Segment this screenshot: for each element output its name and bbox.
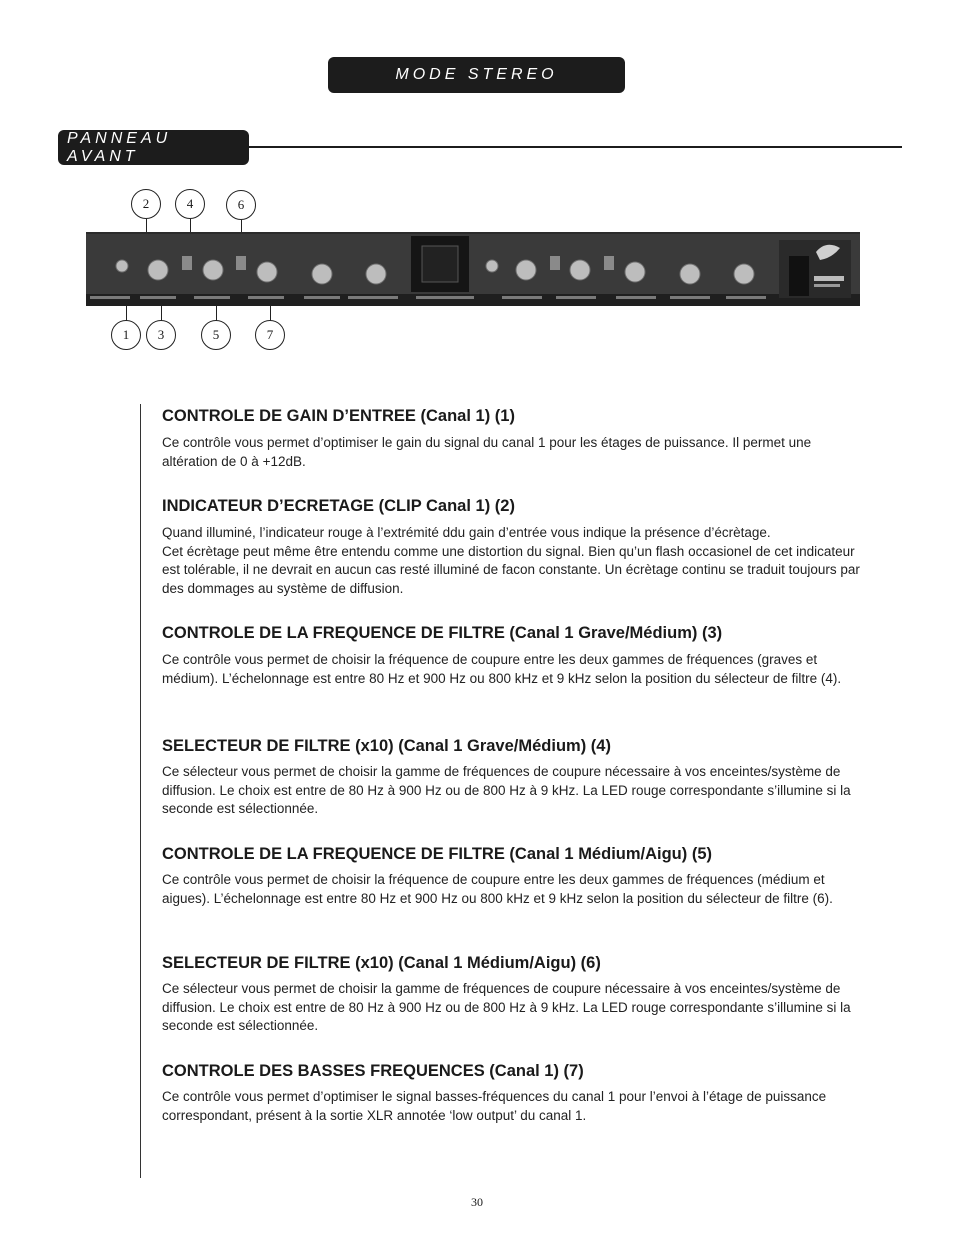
section-paragraph: Ce contrôle vous permet d’optimiser le gain du signal du canal 1 pour les étages de puissance. Il permet une altération de 0 à +12dB. [162,435,812,469]
callout-2: 2 [131,189,161,219]
callout-1: 1 [111,320,141,350]
front-panel-image [86,232,860,306]
page-number: 30 [471,1195,483,1209]
section-body [162,434,868,471]
section-heading: CONTROLE DE LA FREQUENCE DE FILTRE (Canal 1 Grave/Médium) (3) [162,624,723,642]
section-title-banner [58,130,249,165]
callout-4: 4 [175,189,205,219]
section-heading: SELECTEUR DE FILTRE (x10) (Canal 1 Grave/Médium) (4) [162,737,611,755]
section-heading: INDICATEUR D’ECRETAGE (CLIP Canal 1) (2) [162,497,515,515]
section-paragraph: Ce contrôle vous permet de choisir la fréquence de coupure entre les deux gammes de fréquences (médium et aigues). L’échelonnage est entre 80 Hz et 900 Hz ou 800 kHz et 9 kHz selon la position du sélecteur de filtre (6). [162,872,833,906]
section-paragraph: Ce sélecteur vous permet de choisir la gamme de fréquences de coupure nécessaire à vos enceintes/système de diffusion. Le choix est entre de 80 Hz à 900 Hz ou de 800 Hz à 9 kHz. La LED rouge correspondante s’illumine si la seconde est sélectionnée. [162,981,851,1034]
callout-5: 5 [201,320,231,350]
section-body [162,763,868,819]
section-paragraph: Ce sélecteur vous permet de choisir la gamme de fréquences de coupure nécessaire à vos enceintes/système de diffusion. Le choix est entre de 80 Hz à 900 Hz ou de 800 Hz à 9 kHz. La LED rouge correspondante s’illumine si la seconde est sélectionnée. [162,764,851,817]
section-heading: CONTROLE DE LA FREQUENCE DE FILTRE (Canal 1 Médium/Aigu) (5) [162,845,713,863]
section-paragraph: Quand illuminé, l’indicateur rouge à l’extrémité ddu gain d’entrée vous indique la présence d’écrètage. [162,525,771,540]
section-body [162,524,868,598]
section-paragraph: Ce contrôle vous permet d’optimiser le signal basses-fréquences du canal 1 pour l’envoi à l’étage de puissance correspondant, présent à la sortie XLR annotée ‘low output’ du canal 1. [162,1089,827,1123]
mode-title: MODE STEREO [395,66,558,83]
content-margin-rule [140,404,141,1178]
section-body [162,980,868,1036]
callout-3: 3 [146,320,176,350]
callout-7: 7 [255,320,285,350]
section-body [162,871,868,908]
callout-6: 6 [226,190,256,220]
section-divider [249,146,902,148]
section-heading: SELECTEUR DE FILTRE (x10) (Canal 1 Médium/Aigu) (6) [162,954,601,972]
section-paragraph: Cet écrètage peut même être entendu comme une distortion du signal. Bien qu’un flash occasionel de cet indicateur est tolérable, il ne devrait en aucun cas resté illuminé de facon constante. Un écrètage continu se traduit toujours par des dommages au système de diffusion. [162,543,860,596]
section-body [162,1088,868,1125]
section-heading: CONTROLE DE GAIN D’ENTREE (Canal 1) (1) [162,407,515,425]
section-paragraph: Ce contrôle vous permet de choisir la fréquence de coupure entre les deux gammes de fréquences (graves et médium). L’échelonnage est entre 80 Hz et 900 Hz ou 800 kHz et 9 kHz selon la position du sélecteur de filtre (4). [162,652,842,686]
section-title: PANNEAU AVANT [67,129,172,165]
section-heading: CONTROLE DES BASSES FREQUENCES (Canal 1) (7) [162,1062,584,1080]
mode-title-banner [328,57,625,93]
section-body [162,651,868,688]
